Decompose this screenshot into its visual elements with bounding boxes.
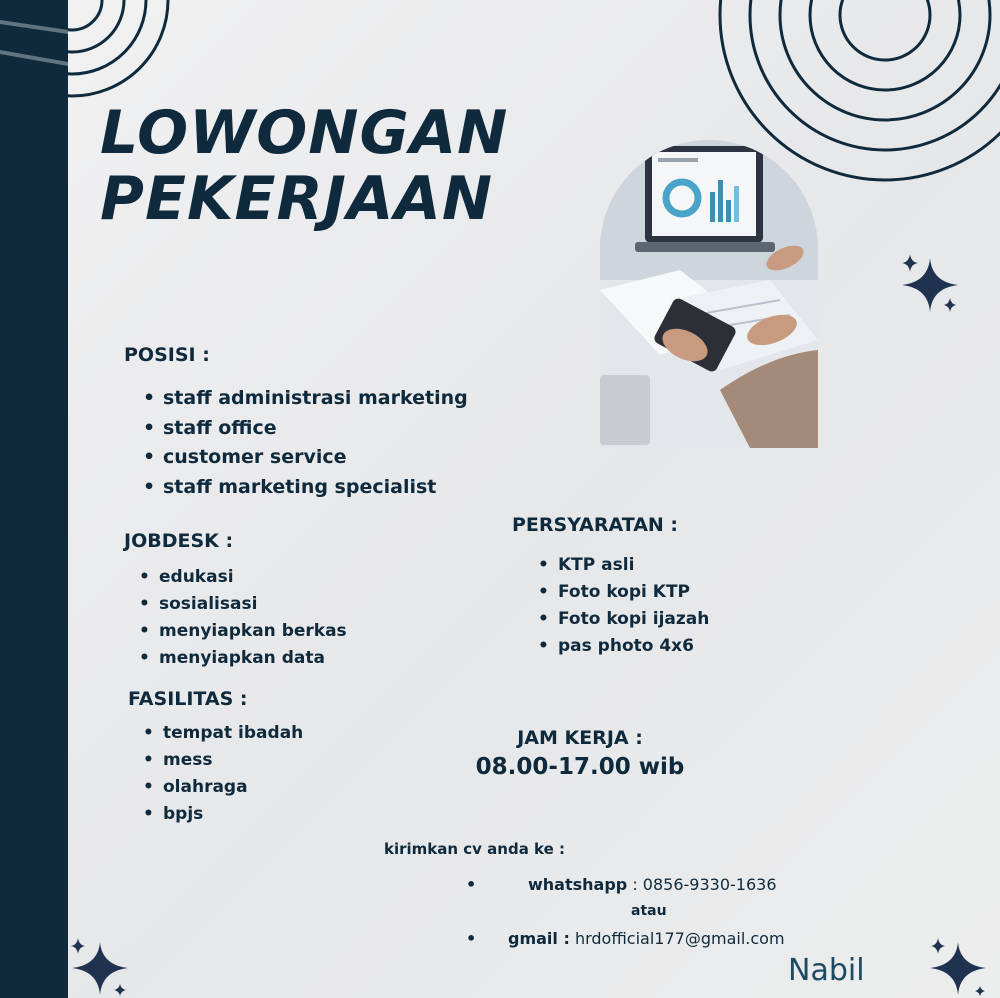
bullet-icon: • xyxy=(466,929,477,948)
fasilitas-list xyxy=(141,720,303,828)
posisi-heading: POSISI : xyxy=(124,344,210,366)
whatsapp-contact xyxy=(528,875,777,894)
list-item: • sosialisasi xyxy=(137,591,347,618)
list-item: • customer service xyxy=(141,443,468,473)
gmail-label: gmail : xyxy=(508,929,570,948)
send-cv-intro: kirimkan cv anda ke : xyxy=(384,840,566,858)
list-item: • staff office xyxy=(141,414,468,444)
whatsapp-number: : 0856-9330-1636 xyxy=(632,875,777,894)
bullet-icon: • xyxy=(466,875,477,894)
list-item: • pas photo 4x6 xyxy=(536,633,709,660)
or-text: atau xyxy=(631,903,667,919)
whatsapp-label: whatshapp xyxy=(528,875,628,894)
sparkle-bottom-left-icon xyxy=(71,938,128,996)
working-hours xyxy=(470,724,690,782)
persyaratan-heading: PERSYARATAN : xyxy=(512,514,679,536)
signature: Nabil xyxy=(788,953,865,988)
persyaratan-list xyxy=(536,552,709,660)
list-item: • Foto kopi ijazah xyxy=(536,606,709,633)
sparkle-right-icon xyxy=(902,254,958,312)
working-hours-value: 08.00-17.00 wib xyxy=(475,754,685,780)
top-left-arcs-icon xyxy=(0,0,168,96)
sparkle-bottom-right-icon xyxy=(930,938,986,996)
posisi-list xyxy=(141,384,468,502)
list-item: • Foto kopi KTP xyxy=(536,579,709,606)
list-item: • mess xyxy=(141,747,303,774)
title-line-1: LOWONGAN xyxy=(100,98,509,168)
gmail-contact xyxy=(508,929,785,948)
list-item: • staff administrasi marketing xyxy=(141,384,468,414)
fasilitas-heading: FASILITAS : xyxy=(128,688,248,710)
gmail-address: hrdofficial177@gmail.com xyxy=(574,929,785,948)
list-item: • olahraga xyxy=(141,774,303,801)
list-item: • menyiapkan berkas xyxy=(137,618,347,645)
list-item: • edukasi xyxy=(137,564,347,591)
working-hours-label: JAM KERJA : xyxy=(517,727,643,749)
title-line-2: PEKERJAAN xyxy=(100,164,494,234)
office-work-photo xyxy=(600,140,818,448)
list-item: • bpjs xyxy=(141,801,303,828)
office-work-illustration xyxy=(600,140,818,448)
jobdesk-heading: JOBDESK : xyxy=(124,530,234,552)
list-item: • staff marketing specialist xyxy=(141,473,468,503)
list-item: • menyiapkan data xyxy=(137,645,347,672)
jobdesk-list xyxy=(137,564,347,672)
list-item: • tempat ibadah xyxy=(141,720,303,747)
poster-title xyxy=(100,100,508,232)
list-item: • KTP asli xyxy=(536,552,709,579)
